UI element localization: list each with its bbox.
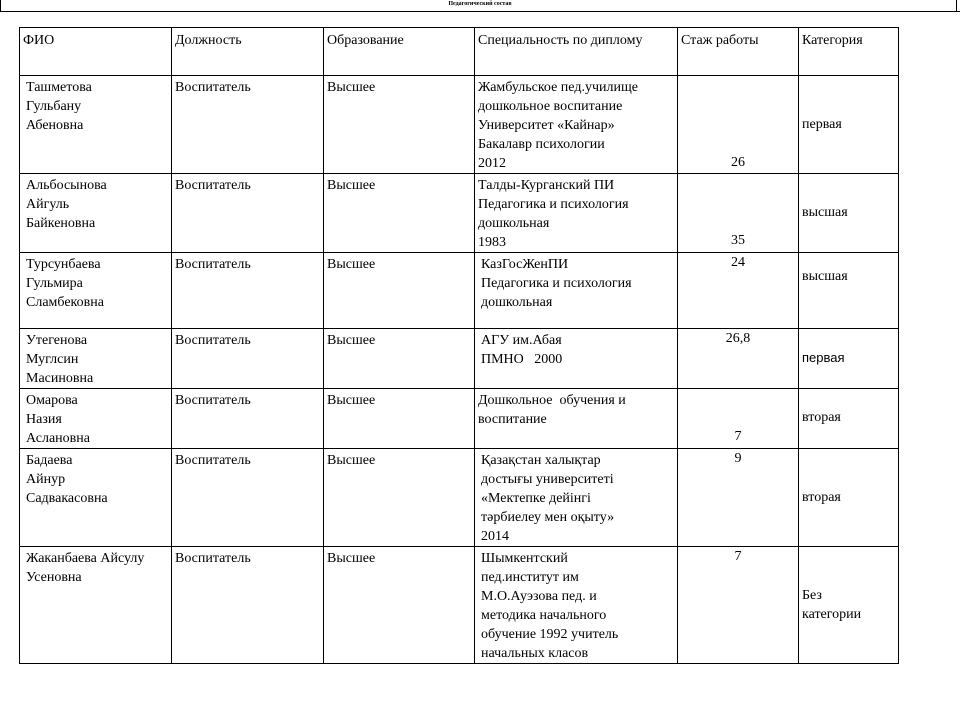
cell-experience: [678, 389, 799, 449]
name-line: Муглсин: [26, 352, 79, 367]
column-header-position: Должность: [172, 28, 324, 76]
cell-education: Высшее: [324, 389, 475, 449]
cell-education: Высшее: [324, 329, 475, 389]
experience-value: 7: [734, 429, 742, 444]
cell-specialty: [475, 389, 678, 449]
cell-position: Воспитатель: [172, 174, 324, 253]
cell-experience: [678, 76, 799, 174]
category-value: высшая: [802, 269, 848, 284]
specialty-line: воспитание: [478, 412, 547, 427]
cell-name: [20, 449, 172, 547]
table-row: [20, 329, 899, 389]
specialty-line: Педагогика и психология: [478, 197, 629, 212]
category-value: вторая: [802, 410, 841, 425]
name-line: Гульмира: [26, 276, 83, 291]
table-row: [20, 174, 899, 253]
name-line: Садвакасовна: [26, 491, 108, 506]
cell-name: [20, 253, 172, 329]
specialty-line: дошкольная: [481, 295, 553, 310]
name-line: Гульбану: [26, 99, 82, 114]
name-line: Ташметова: [26, 80, 92, 95]
table-row: [20, 449, 899, 547]
specialty-line: Бакалавр психологии: [478, 137, 605, 152]
cell-specialty: [475, 547, 678, 664]
name-line: Айнур: [26, 472, 66, 487]
category-value: высшая: [802, 205, 848, 220]
name-line: Омарова: [26, 393, 78, 408]
cell-category: [799, 174, 899, 253]
cell-specialty: [475, 174, 678, 253]
cell-position: Воспитатель: [172, 329, 324, 389]
specialty-line: М.О.Ауэзова пед. и: [481, 589, 597, 604]
cell-experience: [678, 329, 799, 389]
specialty-line: методика начального: [481, 608, 607, 623]
specialty-line: «Мектепке дейінгі: [481, 491, 591, 506]
cell-position: Воспитатель: [172, 389, 324, 449]
specialty-line: обучение 1992 учитель: [481, 627, 619, 642]
name-line: Айгуль: [26, 197, 70, 212]
cell-education: Высшее: [324, 449, 475, 547]
staff-table: [19, 27, 899, 664]
experience-value: 35: [731, 233, 745, 248]
cell-category: [799, 329, 899, 389]
specialty-line: Дошкольное обучения и: [478, 393, 626, 408]
cell-position: Воспитатель: [172, 547, 324, 664]
name-line: Аслановна: [26, 431, 90, 446]
cell-education: Высшее: [324, 76, 475, 174]
cell-education: Высшее: [324, 253, 475, 329]
name-line: Сламбековна: [26, 295, 104, 310]
cell-specialty: [475, 253, 678, 329]
experience-value: 26,8: [725, 331, 751, 346]
cell-name: [20, 329, 172, 389]
name-line: Бадаева: [26, 453, 73, 468]
category-value: вторая: [802, 490, 841, 505]
cell-experience: [678, 174, 799, 253]
specialty-line: достығы университеті: [481, 472, 614, 487]
cell-category: [799, 389, 899, 449]
name-line: Жаканбаева Айсулу: [26, 551, 145, 566]
cell-category: [799, 449, 899, 547]
page-title: Педагогический состав: [448, 1, 512, 7]
cell-category: [799, 547, 899, 664]
experience-value: 24: [731, 255, 745, 270]
cell-name: [20, 76, 172, 174]
cell-position: Воспитатель: [172, 76, 324, 174]
cell-category: [799, 253, 899, 329]
specialty-line: 1983: [478, 235, 506, 250]
cell-name: [20, 174, 172, 253]
name-line: Масиновна: [26, 371, 94, 386]
experience-value: 9: [734, 451, 742, 466]
table-row: [20, 389, 899, 449]
specialty-line: Қазақстан халықтар: [481, 453, 601, 468]
name-line: Байкеновна: [26, 216, 96, 231]
category-value: первая: [802, 117, 842, 132]
specialty-line: Шымкентский: [481, 551, 568, 566]
specialty-line: 2012: [478, 156, 506, 171]
name-line: Утегенова: [26, 333, 88, 348]
table-row: [20, 76, 899, 174]
cell-education: Высшее: [324, 174, 475, 253]
column-header-name: ФИО: [20, 28, 172, 76]
header-rule: [0, 11, 960, 12]
specialty-line: Университет «Кайнар»: [478, 118, 615, 133]
category-line: категории: [802, 607, 862, 622]
column-header-education: Образование: [324, 28, 475, 76]
cell-specialty: [475, 329, 678, 389]
specialty-line: КазГосЖенПИ: [481, 257, 569, 272]
page-header: [0, 0, 960, 12]
cell-specialty: [475, 76, 678, 174]
column-header-category: Категория: [799, 28, 899, 76]
name-line: Альбосынова: [26, 178, 107, 193]
cell-position: Воспитатель: [172, 449, 324, 547]
specialty-line: дошкольная: [478, 216, 550, 231]
specialty-line: дошкольное воспитание: [478, 99, 623, 114]
specialty-line: Жамбульское пед.училище: [478, 80, 638, 95]
category-line: Без: [802, 588, 822, 603]
specialty-line: пед.институт им: [481, 570, 579, 585]
cell-position: Воспитатель: [172, 253, 324, 329]
cell-name: [20, 547, 172, 664]
category-value: первая: [802, 350, 845, 365]
specialty-line: тәрбиелеу мен оқыту»: [481, 510, 615, 525]
column-header-experience: Стаж работы: [678, 28, 799, 76]
name-line: Абеновна: [26, 118, 84, 133]
experience-value: 7: [734, 549, 742, 564]
cell-specialty: [475, 449, 678, 547]
cell-experience: [678, 547, 799, 664]
category-value: [802, 586, 896, 624]
cell-name: [20, 389, 172, 449]
cell-experience: [678, 253, 799, 329]
name-line: Турсунбаева: [26, 257, 101, 272]
cell-experience: [678, 449, 799, 547]
specialty-line: ПМНО 2000: [481, 352, 563, 367]
table-row: [20, 547, 899, 664]
specialty-line: АГУ им.Абая: [481, 333, 562, 348]
table-header-row: [20, 28, 899, 76]
cell-category: [799, 76, 899, 174]
name-line: Назия: [26, 412, 62, 427]
column-header-specialty: Специальность по диплому: [475, 28, 678, 76]
name-line: Усеновна: [26, 570, 82, 585]
cell-education: Высшее: [324, 547, 475, 664]
specialty-line: начальных класов: [481, 646, 589, 661]
specialty-line: Педагогика и психология: [481, 276, 632, 291]
experience-value: 26: [731, 155, 745, 170]
table-row: [20, 253, 899, 329]
specialty-line: 2014: [481, 529, 509, 544]
specialty-line: Талды-Курганский ПИ: [478, 178, 615, 193]
